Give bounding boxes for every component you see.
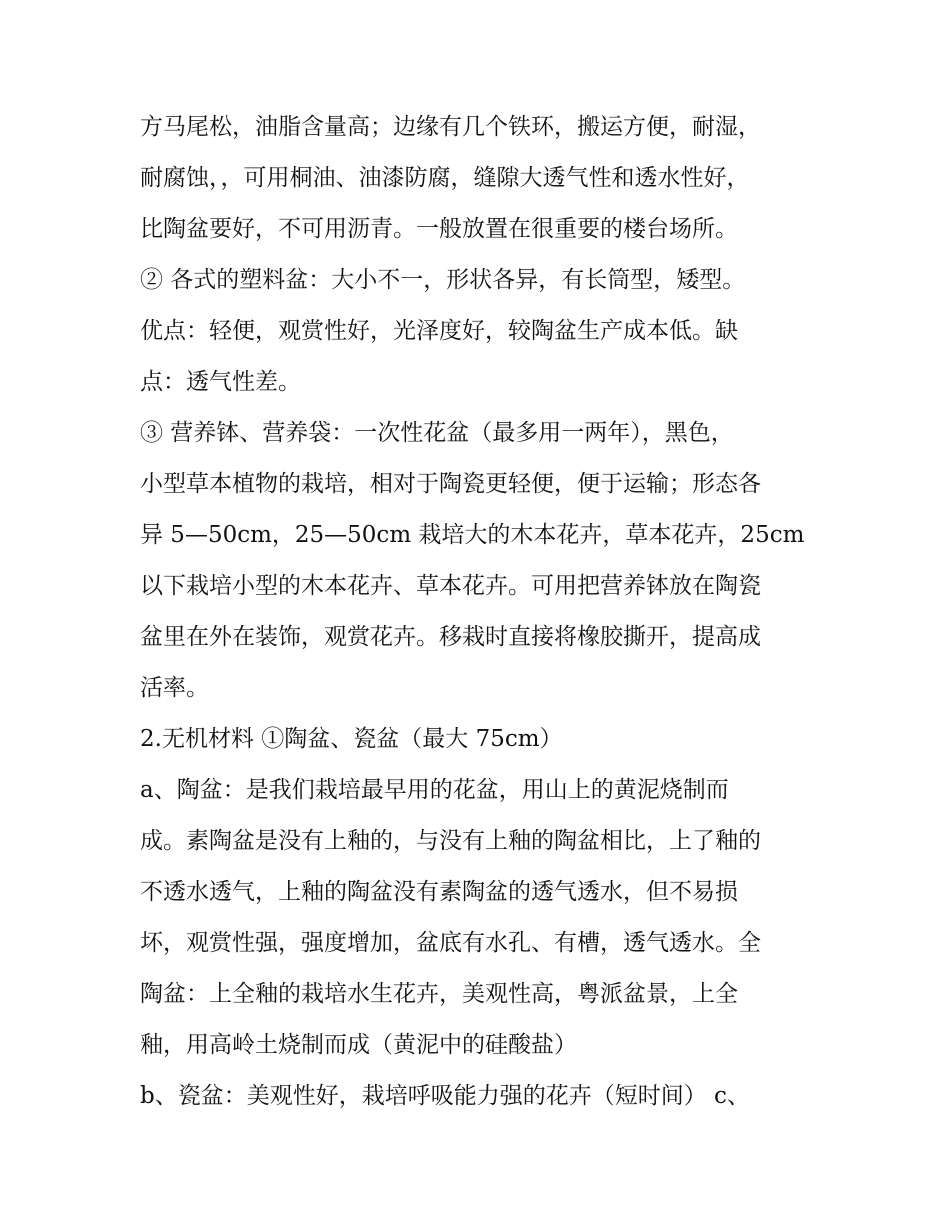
- text-line: ③ 营养钵、营养袋：一次性花盆（最多用一两年），黑色，: [140, 420, 734, 446]
- text-line: 小型草本植物的栽培，相对于陶瓷更轻便，便于运输；形态各: [140, 471, 761, 497]
- text-line: a、陶盆：是我们栽培最早用的花盆，用山上的黄泥烧制而: [140, 777, 729, 803]
- text-line: 异 5—50cm，25—50cm 栽培大的木本花卉，草本花卉，25cm: [140, 522, 805, 548]
- text-line: 耐腐蚀，，可用桐油、油漆防腐，缝隙大透气性和透水性好，: [140, 165, 750, 191]
- text-line: 釉，用高岭土烧制而成（黄泥中的硅酸盐）: [140, 1032, 577, 1058]
- text-line: b、瓷盆：美观性好，栽培呼吸能力强的花卉（短时间） c、: [140, 1083, 750, 1109]
- text-line: 以下栽培小型的木本花卉、草本花卉。可用把营养钵放在陶瓷: [140, 573, 761, 599]
- text-line: 点：透气性差。: [140, 369, 301, 395]
- text-line: 2.无机材料 ①陶盆、瓷盆（最大 75cm）: [140, 726, 563, 752]
- text-line: 活率。: [140, 675, 209, 701]
- text-line: 优点：轻便，观赏性好，光泽度好，较陶盆生产成本低。缺: [140, 318, 738, 344]
- text-line: 盆里在外在装饰，观赏花卉。移栽时直接将橡胶撕开，提高成: [140, 624, 761, 650]
- text-line: 成。素陶盆是没有上釉的，与没有上釉的陶盆相比，上了釉的: [140, 828, 761, 854]
- text-line: 坏，观赏性强，强度增加，盆底有水孔、有槽，透气透水。全: [140, 930, 761, 956]
- text-line: 方马尾松，油脂含量高；边缘有几个铁环，搬运方便，耐湿，: [140, 114, 761, 140]
- text-line: 不透水透气，上釉的陶盆没有素陶盆的透气透水，但不易损: [140, 879, 738, 905]
- text-line: 陶盆：上全釉的栽培水生花卉，美观性高，粤派盆景，上全: [140, 981, 738, 1007]
- text-line: 比陶盆要好，不可用沥青。一般放置在很重要的楼台场所。: [140, 216, 738, 242]
- text-line: ② 各式的塑料盆：大小不一，形状各异，有长筒型，矮型。: [140, 267, 746, 293]
